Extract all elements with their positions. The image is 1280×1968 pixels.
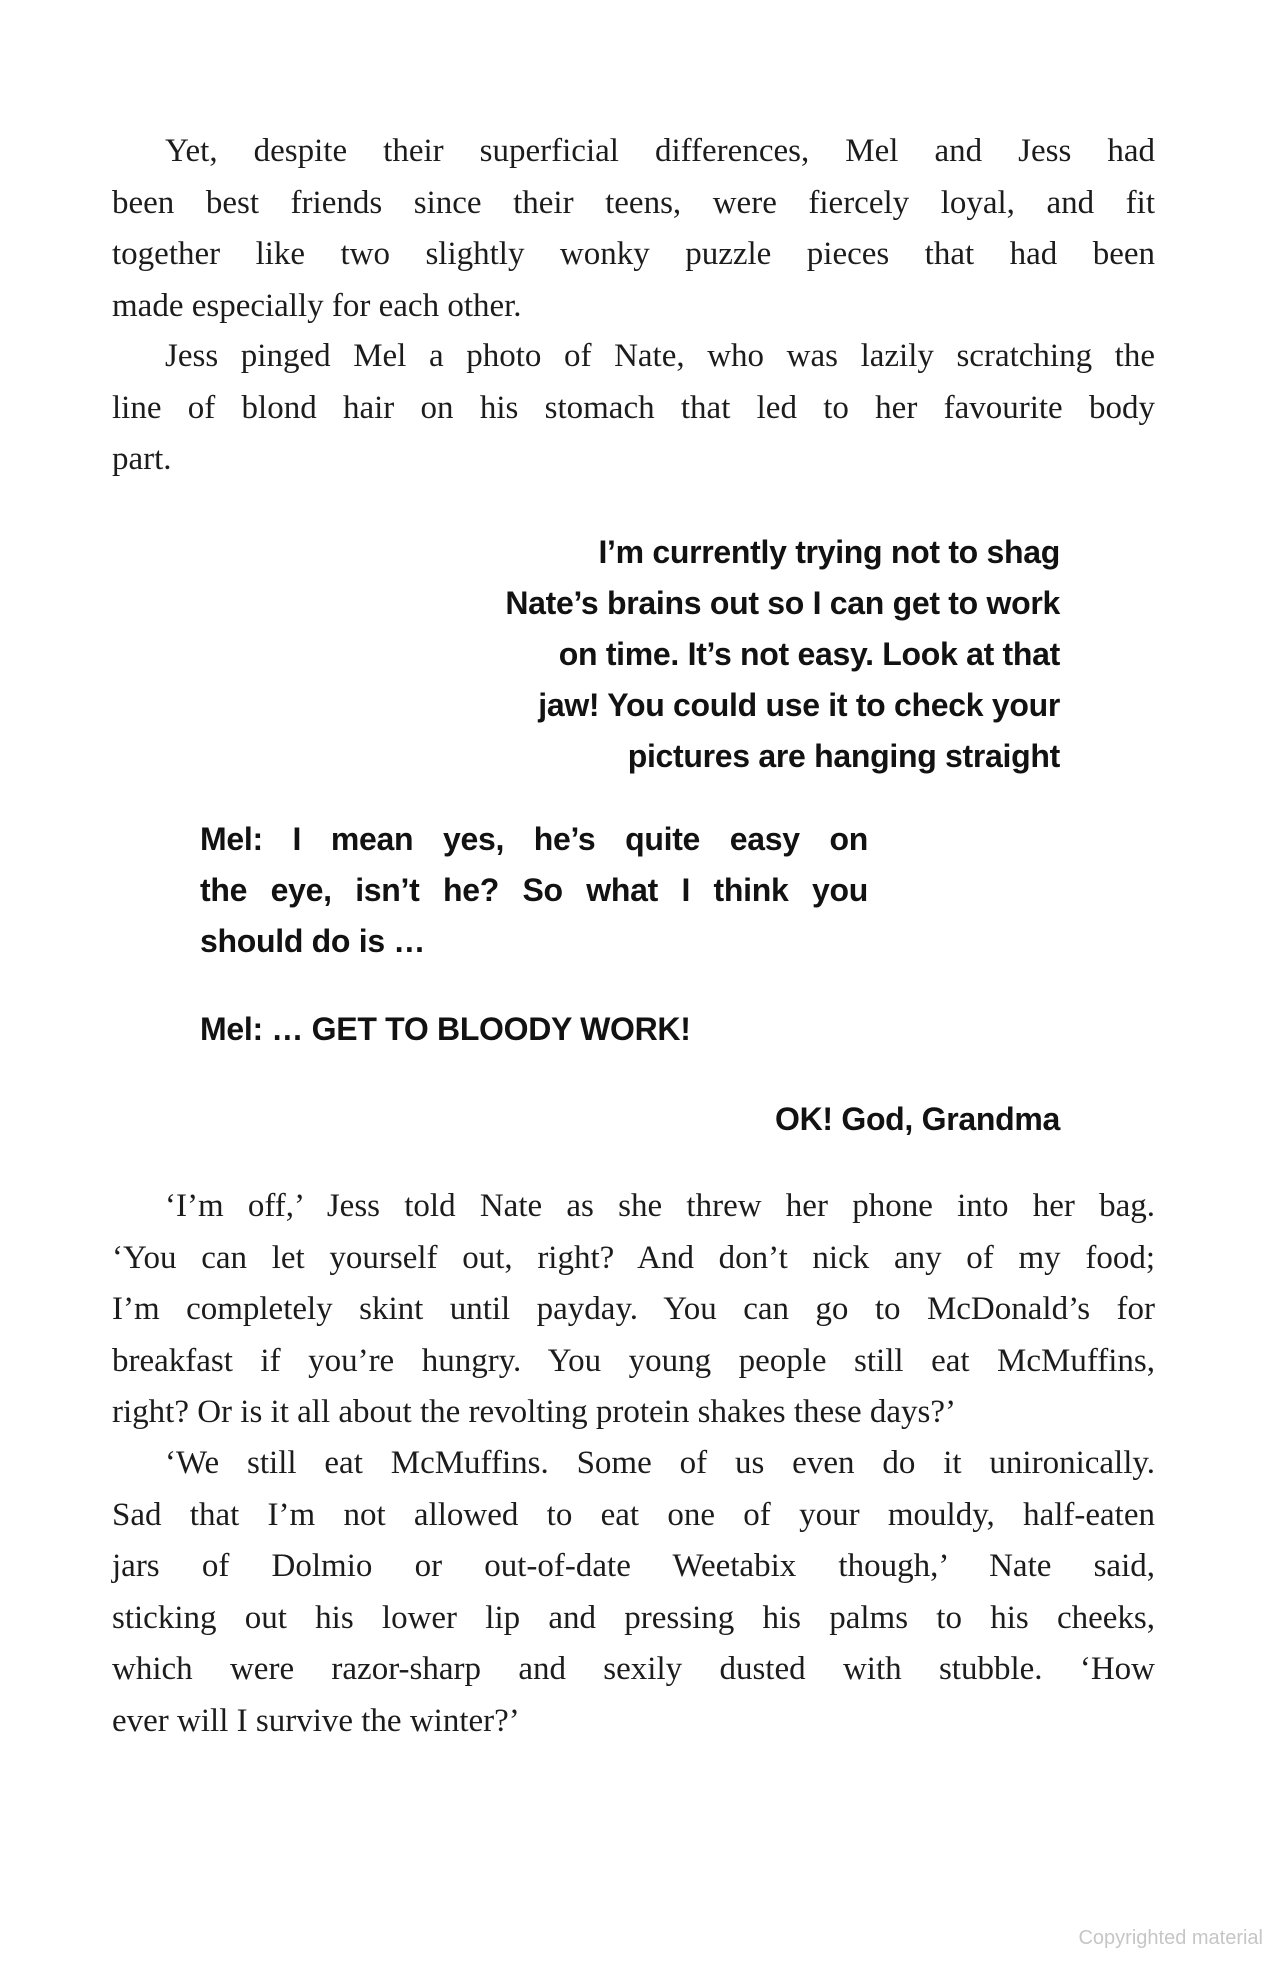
page-text-area (112, 0, 1155, 1968)
text-line: OK! God, Grandma (775, 1101, 1060, 1137)
chat-message (200, 814, 868, 967)
text-line: breakfast if you’re hungry. You young people still eat McMuffins, (112, 1342, 1155, 1379)
text-line: ‘We still eat McMuffins. Some of us even do it unironically. (165, 1445, 1155, 1481)
text-line: Nate’s brains out so I can get to work (505, 585, 1060, 621)
text-line: right? Or is it all about the revolting protein shakes these days?’ (112, 1394, 957, 1430)
text-line: ‘You can let yourself out, right? And don’t nick any of my food; (112, 1239, 1155, 1276)
text-line: the eye, isn’t he? So what I think you (200, 872, 868, 908)
text-line: ‘I’m off,’ Jess told Nate as she threw her phone into her bag. (165, 1188, 1155, 1224)
text-line: Mel: I mean yes, he’s quite easy on (200, 821, 868, 857)
chat-message (200, 1004, 868, 1055)
copyright-watermark: Copyrighted material (1078, 1927, 1263, 1949)
text-line: together like two slightly wonky puzzle pieces that had been (112, 236, 1155, 272)
text-line: Sad that I’m not allowed to eat one of your mouldy, half-eaten (112, 1496, 1155, 1533)
text-line: should do is … (200, 923, 426, 959)
text-line: made especially for each other. (112, 287, 522, 324)
text-line: jaw! You could use it to check your (538, 687, 1060, 723)
paragraph (112, 1438, 1155, 1747)
paragraph (112, 331, 1155, 486)
text-line: jars of Dolmio or out-of-date Weetabix though,’ Nate said, (112, 1548, 1155, 1584)
text-line: I’m completely skint until payday. You can go to McDonald’s for (112, 1291, 1155, 1327)
text-line: pictures are hanging straight (627, 738, 1060, 774)
text-line: on time. It’s not easy. Look at that (558, 636, 1060, 672)
text-line: I’m currently trying not to shag (598, 534, 1060, 570)
text-line: Mel: … GET TO BLOODY WORK! (200, 1011, 691, 1047)
text-line: sticking out his lower lip and pressing his palms to his cheeks, (112, 1599, 1155, 1636)
text-line: part. (112, 441, 172, 477)
text-line: been best friends since their teens, were fiercely loyal, and fit (112, 184, 1155, 221)
paragraph (112, 126, 1155, 332)
text-line: Yet, despite their superficial differences, Mel and Jess had (165, 133, 1155, 169)
chat-message (505, 527, 1060, 782)
chat-message (775, 1094, 1060, 1145)
text-line: Jess pinged Mel a photo of Nate, who was lazily scratching the (165, 338, 1155, 374)
text-line: line of blond hair on his stomach that led to her favourite body (112, 389, 1155, 426)
text-line: ever will I survive the winter?’ (112, 1702, 520, 1739)
paragraph (112, 1181, 1155, 1439)
text-line: which were razor-sharp and sexily dusted with stubble. ‘How (112, 1651, 1155, 1687)
